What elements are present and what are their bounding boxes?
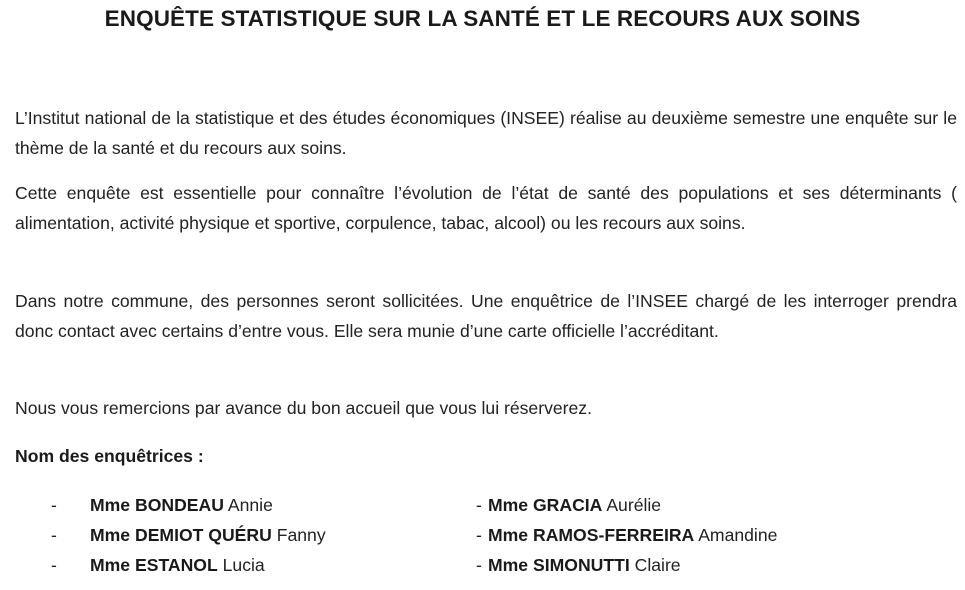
list-dash: - <box>476 525 482 545</box>
investigator-surname: ESTANOL <box>134 555 218 575</box>
investigator-title: Mme <box>90 555 131 575</box>
investigator-firstname: Lucia <box>222 555 265 575</box>
paragraph-purpose: Cette enquête est essentielle pour connaître l’évolution de l’état de santé des populations et ses déterminants ( alimentation, activité physique et sportive, corpulence, tabac, alcool) ou les recours aux soins. <box>15 183 957 233</box>
investigator-title: Mme <box>90 525 131 545</box>
investigator-firstname: Aurélie <box>606 495 662 515</box>
paragraph-intro: L’Institut national de la statistique et des études économiques (INSEE) réalise au deuxième semestre une enquête sur le thème de la santé et du recours aux soins. <box>15 108 957 158</box>
investigator-title: Mme <box>488 525 529 545</box>
investigator-item <box>51 550 326 580</box>
investigator-firstname: Annie <box>227 495 273 515</box>
investigators-heading: Nom des enquêtrices : <box>15 446 204 466</box>
investigator-firstname: Amandine <box>698 525 778 545</box>
investigator-title: Mme <box>488 495 529 515</box>
investigator-surname: SIMONUTTI <box>532 555 630 575</box>
investigators-list-right <box>476 490 777 580</box>
list-dash: - <box>51 525 57 545</box>
list-dash: - <box>51 555 57 575</box>
investigator-item <box>476 490 777 520</box>
investigator-title: Mme <box>488 555 529 575</box>
paragraph-thanks: Nous vous remercions par avance du bon accueil que vous lui réserverez. <box>15 398 592 418</box>
investigator-firstname: Claire <box>634 555 681 575</box>
investigator-item <box>51 520 326 550</box>
investigators-list-left <box>51 490 326 580</box>
list-dash: - <box>476 495 482 515</box>
list-dash: - <box>476 555 482 575</box>
investigator-surname: BONDEAU <box>134 495 224 515</box>
list-dash: - <box>51 495 57 515</box>
investigator-surname: DEMIOT QUÉRU <box>134 525 272 545</box>
investigator-item <box>476 520 777 550</box>
investigator-item <box>51 490 326 520</box>
investigator-firstname: Fanny <box>276 525 326 545</box>
investigator-title: Mme <box>90 495 131 515</box>
investigator-surname: RAMOS-FERREIRA <box>532 525 695 545</box>
investigator-surname: GRACIA <box>532 495 603 515</box>
investigator-item <box>476 550 777 580</box>
document-title: ENQUÊTE STATISTIQUE SUR LA SANTÉ ET LE RECOURS AUX SOINS <box>104 6 861 31</box>
paragraph-commune: Dans notre commune, des personnes seront sollicitées. Une enquêtrice de l’INSEE chargé de les interroger prendra donc contact avec certains d’entre vous. Elle sera munie d’une carte officielle l’accréditant. <box>15 291 957 341</box>
